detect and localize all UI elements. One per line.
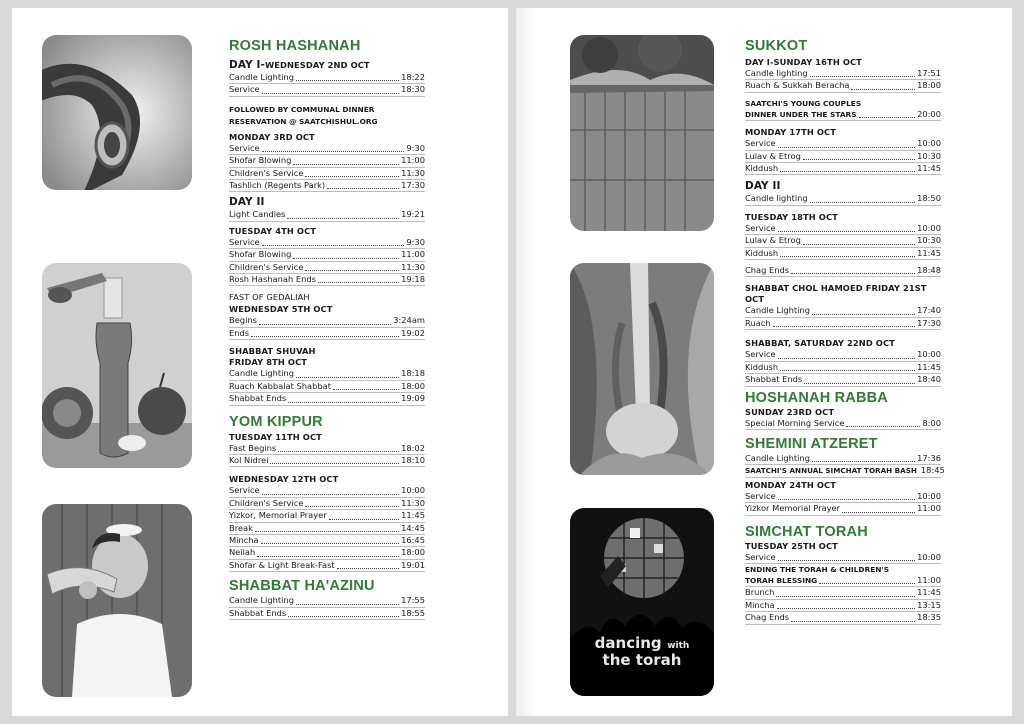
- list-item: Lulav & Etrog 10:30: [745, 151, 941, 163]
- fast-gedaliah-heading: FAST OF GEDALIAH: [229, 292, 310, 303]
- list-item: Mincha 16:45: [229, 535, 425, 547]
- rosh-day1-heading: DAY I-WEDNESDAY 2ND OCT: [229, 59, 370, 71]
- honey-pomegranate-photo: [42, 263, 192, 468]
- list-item: Tashlich (Regents Park) 17:30: [229, 180, 425, 192]
- list-item: Shabbat Ends 18:55: [229, 608, 425, 620]
- list-item: Service 10:00: [229, 485, 425, 497]
- list-item: Service 10:00: [745, 138, 941, 150]
- list-item: Service 10:00: [745, 552, 941, 564]
- list-item: Chag Ends 18:48: [745, 265, 941, 277]
- sukkot-title: SUKKOT: [745, 38, 808, 54]
- list-item: Special Morning Service 8:00: [745, 418, 941, 430]
- list-item: Mincha 13:15: [745, 600, 941, 612]
- list-item: Shofar Blowing 11:00: [229, 155, 425, 167]
- fast-gedaliah-day: WEDNESDAY 5TH OCT: [229, 304, 333, 315]
- young-couples-note: SAATCHI'S YOUNG COUPLES: [745, 98, 862, 108]
- list-item: Shofar & Light Break-Fast 19:01: [229, 560, 425, 572]
- rosh-day1-rows: [229, 72, 425, 97]
- list-item: Kiddush 11:45: [745, 248, 941, 260]
- list-item: Kol Nidrei 18:10: [229, 455, 425, 467]
- list-item: Candle Lighting 17:40: [745, 305, 941, 317]
- rosh-tuesday-heading: TUESDAY 4TH OCT: [229, 225, 317, 236]
- list-item: Ruach 17:30: [745, 318, 941, 330]
- poster-line3: the torah: [602, 651, 682, 669]
- simchat-tuesday-heading: TUESDAY 25TH OCT: [745, 540, 838, 551]
- yk-wednesday-heading: WEDNESDAY 12TH OCT: [229, 474, 339, 485]
- shuvah-heading: SHABBAT SHUVAH: [229, 346, 316, 357]
- list-item: Break 14:45: [229, 523, 425, 535]
- list-item: Kiddush 11:45: [745, 163, 941, 175]
- sukkot-day1-heading: DAY I-SUNDAY 16TH OCT: [745, 57, 862, 67]
- list-item: Service 18:30: [229, 84, 425, 96]
- poster-title: [570, 636, 714, 667]
- rosh-hashanah-title: ROSH HASHANAH: [229, 38, 361, 54]
- right-page: [516, 8, 1012, 716]
- list-item: Light Candles 19:21: [229, 209, 425, 221]
- list-item: Candle lighting 18:50: [745, 193, 941, 205]
- list-item: Service 10:00: [745, 491, 941, 503]
- list-item: Yizkor, Memorial Prayer 11:45: [229, 510, 425, 522]
- ending-torah-note: ENDING THE TORAH & CHILDREN'S: [745, 564, 890, 574]
- list-item: Yizkor Memorial Prayer 11:00: [745, 503, 941, 515]
- list-item: Brunch 11:45: [745, 587, 941, 599]
- list-item: SAATCHI'S ANNUAL SIMCHAT TORAH BASH 18:45: [745, 465, 941, 477]
- lulav-etrog-photo: [570, 263, 714, 475]
- rosh-day2-heading: DAY II: [229, 196, 265, 209]
- list-item: Service 9:30: [229, 237, 425, 249]
- list-item: Candle lighting 17:51: [745, 68, 941, 80]
- yom-kippur-title: YOM KIPPUR: [229, 413, 323, 430]
- hoshanah-title: HOSHANAH RABBA: [745, 389, 888, 406]
- list-item: Shabbat Ends 19:09: [229, 393, 425, 405]
- yk-tuesday-heading: TUESDAY 11TH OCT: [229, 431, 322, 442]
- shemini-monday-heading: MONDAY 24TH OCT: [745, 479, 837, 490]
- sukkot-tuesday-heading: TUESDAY 18TH OCT: [745, 211, 838, 222]
- left-schedule-column: [229, 38, 425, 620]
- rosh-monday-heading: MONDAY 3RD OCT: [229, 131, 315, 142]
- left-page: [12, 8, 508, 716]
- list-item: DINNER UNDER THE STARS 20:00: [745, 109, 941, 121]
- haazinu-title: SHABBAT HA'AZINU: [229, 578, 375, 595]
- poster-line1: dancing: [594, 634, 662, 652]
- list-item: Shabbat Ends 18:40: [745, 374, 941, 386]
- list-item: Ruach Kabbalat Shabbat 18:00: [229, 381, 425, 393]
- list-item: Service 10:00: [745, 223, 941, 235]
- list-item: Chag Ends 18:35: [745, 612, 941, 624]
- right-schedule-column: [745, 38, 945, 625]
- list-item: TORAH BLESSING 11:00: [745, 575, 941, 587]
- list-item: Kiddush 11:45: [745, 362, 941, 374]
- list-item: Neilah 18:00: [229, 547, 425, 559]
- list-item: Candle Lighting 18:22: [229, 72, 425, 84]
- sukkot-day2-heading: DAY II: [745, 180, 781, 193]
- boy-blowing-shofar-photo: [42, 504, 192, 697]
- list-item: Begins 3:24am: [229, 315, 425, 327]
- list-item: Children's Service 11:30: [229, 262, 425, 274]
- shemini-title: SHEMINI ATZERET: [745, 435, 878, 452]
- chol-hamoed-heading: SHABBAT CHOL HAMOED FRIDAY 21ST OCT: [745, 283, 927, 305]
- list-item: Rosh Hashanah Ends 19:18: [229, 274, 425, 286]
- shabbat-saturday-heading: SHABBAT, SATURDAY 22ND OCT: [745, 338, 895, 349]
- simchat-torah-title: SIMCHAT TORAH: [745, 523, 868, 540]
- list-item: Shofar Blowing 11:00: [229, 249, 425, 261]
- list-item: Children's Service 11:30: [229, 498, 425, 510]
- poster-line2: with: [667, 641, 690, 651]
- list-item: Service 9:30: [229, 143, 425, 155]
- list-item: Service 10:00: [745, 349, 941, 361]
- dancing-with-torah-poster: [570, 508, 714, 696]
- shuvah-day: FRIDAY 8TH OCT: [229, 357, 308, 368]
- list-item: Ruach & Sukkah Beracha 18:00: [745, 80, 941, 92]
- list-item: Fast Begins 18:02: [229, 443, 425, 455]
- sukkot-monday-heading: MONDAY 17TH OCT: [745, 127, 837, 138]
- list-item: Candle Lighting 18:18: [229, 368, 425, 380]
- hoshanah-sunday-heading: SUNDAY 23RD OCT: [745, 406, 835, 417]
- list-item: Lulav & Etrog 10:30: [745, 235, 941, 247]
- list-item: Children's Service 11:30: [229, 168, 425, 180]
- list-item: Candle Lighting 17:36: [745, 453, 941, 465]
- shofar-closeup-photo: [42, 35, 192, 190]
- dinner-note: FOLLOWED BY COMMUNAL DINNER RESERVATION @ SAATCHISHUL.ORG: [229, 104, 378, 126]
- list-item: Ends 19:02: [229, 328, 425, 340]
- sukkah-photo: [570, 35, 714, 231]
- list-item: Candle Lighting 17:55: [229, 595, 425, 607]
